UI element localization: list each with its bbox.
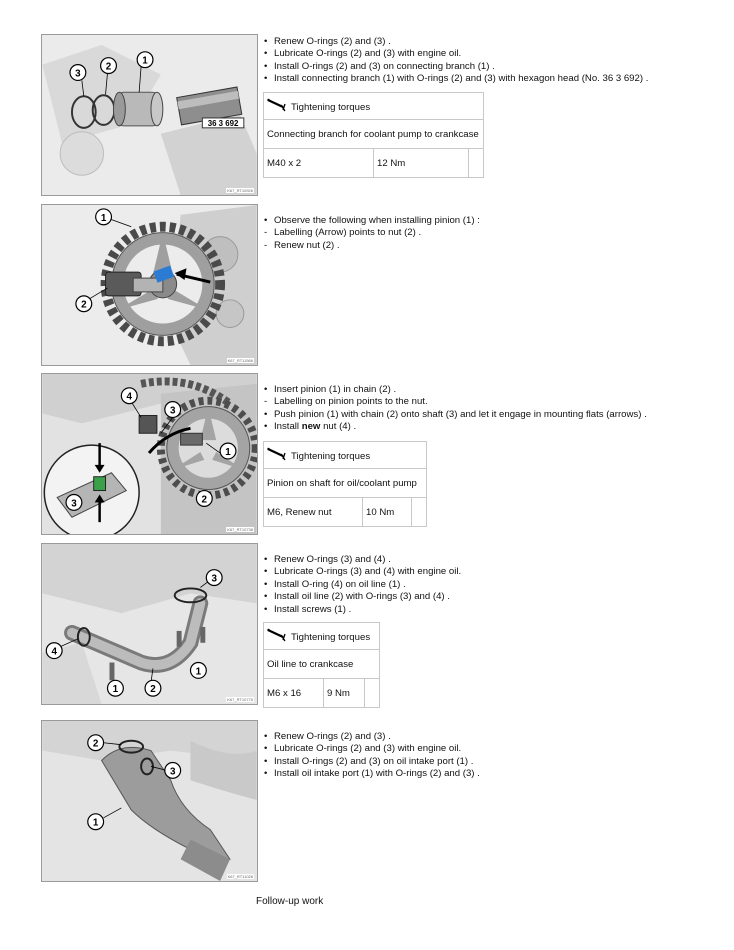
callout-3 — [165, 402, 181, 418]
svg-text:3: 3 — [71, 498, 77, 510]
torque-wrench-icon — [267, 97, 289, 113]
step: • Push pinion (1) with chain (2) onto shaft (3) and let it engage in mounting flats (arrows) . — [263, 409, 647, 421]
blank-cell — [365, 679, 380, 708]
blank-cell — [469, 149, 484, 178]
callout-1-second — [108, 680, 124, 696]
callout-1 — [137, 52, 153, 68]
step: • Observe the following when installing pinion (1) : — [263, 215, 480, 227]
torque-wrench-icon — [267, 627, 289, 643]
torque-value: 9 Nm — [324, 679, 365, 708]
svg-text:3: 3 — [75, 68, 81, 80]
step: • Renew O-rings (2) and (3) . — [263, 731, 480, 743]
step: - Renew nut (2) . — [263, 240, 480, 252]
torque-wrench-icon — [267, 446, 289, 462]
step: • Install oil line (2) with O-rings (3) and (4) . — [263, 591, 461, 603]
svg-text:2: 2 — [105, 61, 112, 73]
torque-value: 12 Nm — [374, 149, 469, 178]
svg-text:4: 4 — [126, 391, 132, 403]
connecting-branch-illustration — [42, 35, 257, 195]
step: • Lubricate O-rings (2) and (3) with engine oil. — [263, 743, 480, 755]
callout-1 — [88, 814, 104, 830]
step: • Renew O-rings (3) and (4) . — [263, 554, 461, 566]
torque-spec: M6, Renew nut — [264, 498, 363, 527]
callout-3 — [165, 762, 181, 778]
callout-4 — [46, 643, 62, 659]
pinion-illustration — [42, 205, 257, 365]
svg-text:3: 3 — [169, 766, 176, 778]
torque-value: 10 Nm — [363, 498, 412, 527]
steps-list-3 — [263, 384, 647, 434]
svg-text:4: 4 — [51, 646, 57, 658]
follow-up-heading: Follow-up work — [256, 896, 324, 907]
svg-text:1: 1 — [142, 55, 148, 67]
torque-item-name: Oil line to crankcase — [264, 650, 380, 679]
callout-3 — [70, 65, 86, 81]
callout-2 — [145, 680, 161, 696]
blank-cell — [412, 498, 427, 527]
callout-3 — [206, 570, 222, 586]
torque-item-name: Pinion on shaft for oil/coolant pump — [264, 469, 427, 498]
torque-title: Tightening torques — [291, 101, 371, 113]
svg-text:2: 2 — [81, 299, 87, 311]
figure-pinion-install — [41, 204, 258, 366]
svg-text:1: 1 — [112, 684, 119, 696]
svg-text:3: 3 — [211, 573, 217, 585]
figure-oil-intake-port — [41, 720, 258, 882]
image-reference: K67_RT11566 — [227, 358, 253, 363]
torque-item-name: Connecting branch for coolant pump to crankcase — [264, 120, 484, 149]
step: • Install O-ring (4) on oil line (1) . — [263, 579, 461, 591]
svg-text:1: 1 — [100, 212, 107, 224]
step: • Install connecting branch (1) with O-rings (2) and (3) with hexagon head (No. 36 3 692) . — [263, 73, 648, 85]
svg-text:1: 1 — [92, 817, 99, 829]
svg-text:3: 3 — [169, 405, 176, 417]
image-reference: K67_RT10926 — [227, 188, 253, 193]
step: - Labelling on pinion points to the nut. — [263, 396, 647, 408]
callout-3-detail — [66, 494, 82, 510]
tool-label: 36 3 692 — [207, 118, 239, 128]
svg-text:1: 1 — [195, 666, 202, 678]
callout-1 — [220, 443, 236, 459]
steps-list-1 — [263, 36, 648, 86]
callout-2 — [88, 735, 104, 751]
step: • Install screws (1) . — [263, 604, 461, 616]
torque-spec: M40 x 2 — [264, 149, 374, 178]
steps-list-5 — [263, 731, 480, 781]
step: - Labelling (Arrow) points to nut (2) . — [263, 227, 480, 239]
callout-2 — [101, 58, 117, 74]
svg-text:2: 2 — [201, 494, 208, 506]
torque-title: Tightening torques — [291, 450, 371, 462]
step: • Lubricate O-rings (2) and (3) with engine oil. — [263, 48, 648, 60]
image-reference: K67_RT10738 — [227, 527, 253, 532]
torque-table-3 — [263, 622, 380, 708]
step: • Install O-rings (2) and (3) on connecting branch (1) . — [263, 61, 648, 73]
pinion-chain-illustration — [42, 374, 257, 534]
torque-spec: M6 x 16 — [264, 679, 324, 708]
step: • Install oil intake port (1) with O-rings (2) and (3) . — [263, 768, 480, 780]
image-reference: K67_RT10775 — [227, 697, 253, 702]
figure-connecting-branch — [41, 34, 258, 196]
step: • Lubricate O-rings (3) and (4) with engine oil. — [263, 566, 461, 578]
step: • Renew O-rings (2) and (3) . — [263, 36, 648, 48]
oil-line-illustration — [42, 544, 257, 704]
figure-pinion-chain — [41, 373, 258, 535]
torque-table-2 — [263, 441, 427, 527]
torque-title: Tightening torques — [291, 631, 371, 643]
image-reference: K67_RT11028 — [227, 874, 253, 879]
svg-text:2: 2 — [150, 684, 156, 696]
callout-1 — [190, 663, 206, 679]
steps-list-4 — [263, 554, 461, 616]
torque-table-1 — [263, 92, 484, 178]
callout-2 — [76, 296, 92, 312]
step: • Install O-rings (2) and (3) on oil intake port (1) . — [263, 756, 480, 768]
svg-text:2: 2 — [92, 738, 99, 750]
callout-1 — [96, 209, 112, 225]
svg-text:1: 1 — [225, 446, 231, 458]
callout-4 — [121, 388, 137, 404]
callout-2 — [196, 491, 212, 507]
steps-list-2 — [263, 215, 480, 252]
oil-intake-illustration — [42, 721, 257, 881]
figure-oil-line — [41, 543, 258, 705]
step: • Install new nut (4) . — [263, 421, 647, 433]
step: • Insert pinion (1) in chain (2) . — [263, 384, 647, 396]
